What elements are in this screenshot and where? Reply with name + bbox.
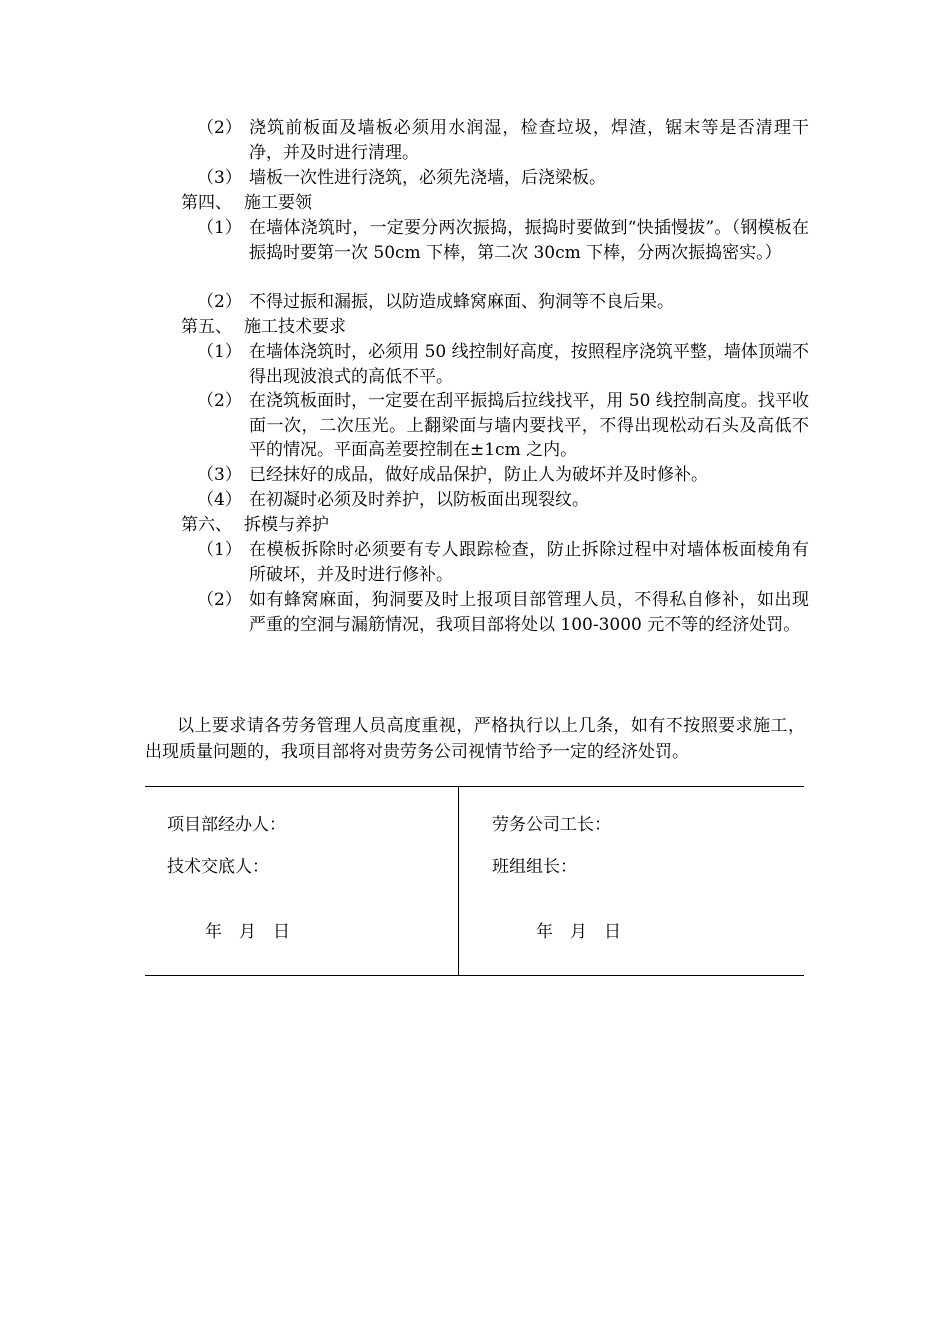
list-item (197, 340, 809, 389)
item-text: 在模板拆除时必须要有专人跟踪检查，防止拆除过程中对墙体板面棱角有所破坏，并及时进行修补。 (249, 540, 809, 585)
list-item (197, 290, 809, 315)
section-label: 第六、 (181, 515, 232, 535)
item-text: 在墙体浇筑时，一定要分两次振捣，振捣时要做到“快插慢拔”。（钢模板在振捣时要第一次 50cm 下棒，第二次 30cm 下棒，分两次振捣密实。） (249, 218, 809, 263)
item-number: （1） (197, 342, 242, 362)
item-number: （2） (197, 391, 242, 411)
list-item (197, 216, 809, 265)
section-label: 第五、 (181, 317, 232, 337)
section-title: 施工技术要求 (244, 317, 346, 337)
list-item (197, 116, 809, 165)
signature-label-team-leader: 班组组长： (492, 857, 577, 877)
signature-label-labor-foreman: 劳务公司工长： (492, 815, 611, 835)
signature-table (145, 786, 804, 976)
list-item (197, 166, 809, 191)
item-text: 墙板一次性进行浇筑，必须先浇墙，后浇梁板。 (249, 168, 606, 188)
item-text: 浇筑前板面及墙板必须用水润湿，检查垃圾，焊渣，锯末等是否清理干净，并及时进行清理。 (249, 118, 809, 163)
signature-label-technical-briefer: 技术交底人： (167, 857, 269, 877)
list-item (197, 463, 809, 488)
signature-date-right: 年 月 日 (536, 922, 621, 942)
table-divider (458, 787, 459, 975)
item-text: 在浇筑板面时，一定要在刮平振捣后拉线找平，用 50 线控制高度。找平收面一次，二次压光。上翻梁面与墙内要找平，不得出现松动石头及高低不平的情况。平面高差要控制在±1cm 之内。 (249, 391, 809, 461)
section-title: 施工要领 (244, 193, 312, 213)
item-number: （2） (197, 292, 242, 312)
list-item (197, 488, 809, 513)
section-heading-6 (181, 513, 329, 538)
item-number: （3） (197, 168, 242, 188)
closing-paragraph: 以上要求请各劳务管理人员高度重视，严格执行以上几条，如有不按照要求施工，出现质量问题的，我项目部将对贵劳务公司视情节给予一定的经济处罚。 (145, 716, 805, 762)
item-number: （1） (197, 218, 242, 238)
section-title: 拆模与养护 (244, 515, 329, 535)
signature-date-left: 年 月 日 (205, 922, 290, 942)
item-number: （2） (197, 590, 242, 610)
section-heading-5 (181, 315, 346, 340)
section-label: 第四、 (181, 193, 232, 213)
item-number: （1） (197, 540, 242, 560)
item-number: （2） (197, 118, 242, 138)
item-text: 不得过振和漏振，以防造成蜂窝麻面、狗洞等不良后果。 (249, 292, 674, 312)
item-text: 在初凝时必须及时养护，以防板面出现裂纹。 (249, 490, 589, 510)
list-item (197, 389, 809, 463)
list-item (197, 538, 809, 587)
item-text: 在墙体浇筑时，必须用 50 线控制好高度，按照程序浇筑平整，墙体顶端不得出现波浪式的高低不平。 (249, 342, 809, 387)
item-number: （4） (197, 490, 242, 510)
item-text: 已经抹好的成品，做好成品保护，防止人为破坏并及时修补。 (249, 465, 708, 485)
item-text: 如有蜂窝麻面，狗洞要及时上报项目部管理人员，不得私自修补，如出现严重的空洞与漏筋情况，我项目部将处以 100-3000 元不等的经济处罚。 (249, 590, 809, 635)
item-number: （3） (197, 465, 242, 485)
section-heading-4 (181, 191, 312, 216)
list-item (197, 588, 809, 637)
signature-label-project-handler: 项目部经办人： (167, 815, 286, 835)
